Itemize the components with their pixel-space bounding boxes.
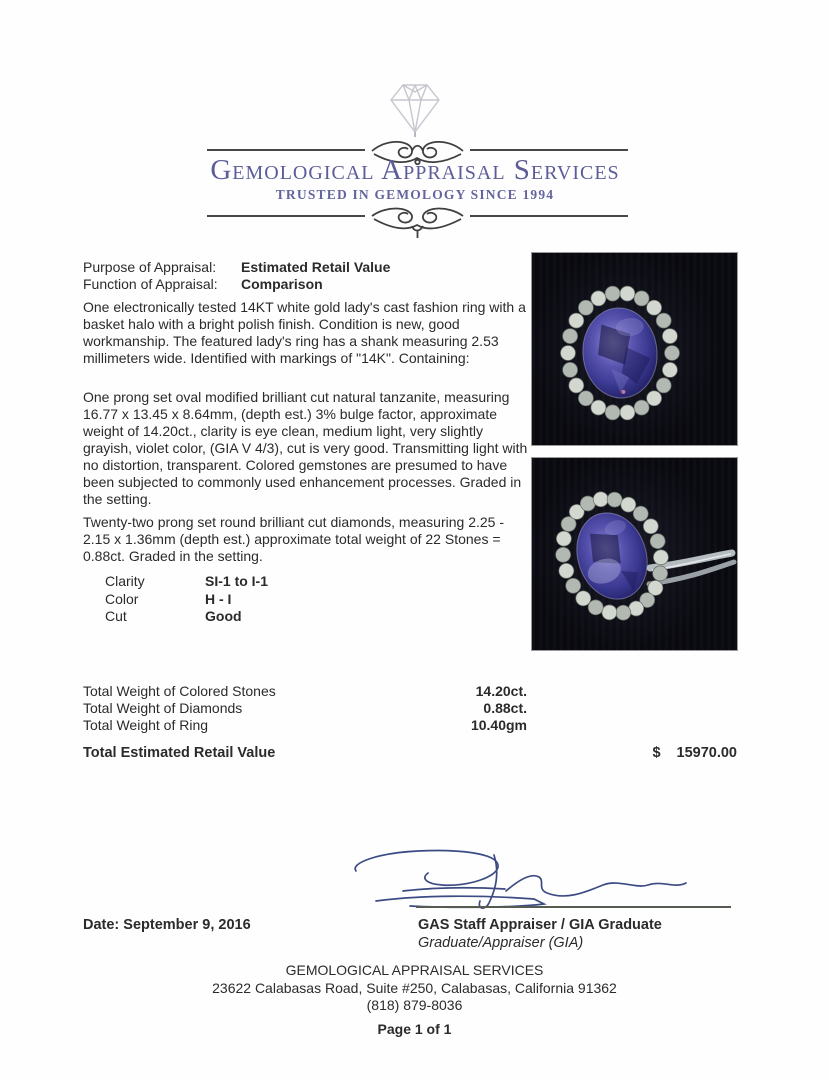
footer-company: GEMOLOGICAL APPRAISAL SERVICES: [285, 962, 544, 978]
ring-description-paragraph: One electronically tested 14KT white gold lady's cast fashion ring with a basket halo with a bright polish finish. Condition is new, good workmanship. The featured lady's ring has a shank measuring 2.53 millimeters wide. Identified with markings of "14K". Containing:: [83, 299, 526, 366]
grade-value: H - I: [205, 590, 232, 607]
appraisal-meta: [83, 259, 533, 293]
total-label: Total Weight of Diamonds: [83, 700, 243, 716]
document-footer: [0, 962, 829, 1038]
table-row: [83, 717, 527, 734]
purpose-label: Purpose of Appraisal:: [83, 259, 217, 275]
table-row: [83, 683, 527, 700]
retail-value-label: Total Estimated Retail Value: [83, 745, 276, 761]
ring-photo-side-view: [532, 458, 737, 650]
page-number: Page 1 of 1: [377, 1020, 452, 1037]
grade-label: Clarity: [105, 573, 145, 589]
table-row: [105, 591, 405, 609]
flourish-icon: [362, 202, 473, 242]
diamond-logo-icon: [381, 80, 449, 140]
appraiser-signature: [348, 845, 696, 911]
header-ornament-bottom: [207, 202, 628, 242]
appraisal-date: Date: September 9, 2016: [83, 917, 251, 933]
company-tagline: TRUSTED IN GEMOLOGY SINCE 1994: [275, 187, 555, 202]
function-value: Comparison: [241, 276, 323, 292]
grade-label: Cut: [105, 608, 127, 624]
grade-label: Color: [105, 590, 139, 607]
signer-title: GAS Staff Appraiser / GIA Graduate: [418, 917, 662, 933]
signer-block: [418, 917, 662, 952]
table-row: [105, 573, 405, 591]
table-row: [83, 700, 527, 717]
function-row: [83, 276, 533, 293]
grade-value: Good: [205, 608, 242, 624]
purpose-row: [83, 259, 533, 276]
total-retail-value-row: [83, 745, 737, 761]
table-row: [105, 608, 405, 626]
purpose-value: Estimated Retail Value: [241, 259, 391, 275]
total-value: 0.88ct.: [483, 700, 527, 716]
total-label: Total Weight of Colored Stones: [83, 683, 276, 699]
total-label: Total Weight of Ring: [83, 717, 209, 733]
total-value: 14.20ct.: [475, 683, 527, 699]
weight-totals: [83, 683, 527, 734]
diamond-grades-table: [105, 573, 405, 626]
function-label: Function of Appraisal:: [83, 276, 218, 292]
ring-photo-top-view: [532, 253, 737, 445]
total-value: 10.40gm: [470, 717, 527, 733]
currency-symbol: $: [652, 745, 661, 761]
grade-value: SI-1 to I-1: [205, 573, 269, 589]
footer-phone: (818) 879-8036: [366, 997, 463, 1013]
tanzanite-description-paragraph: One prong set oval modified brilliant cut natural tanzanite, measuring 16.77 x 13.45 x 8.64mm, (depth est.) 3% bulge factor, approximate weight of 14.20ct., clarity is eye clean, medium light, very slightly grayish, violet color, (GIA V 4/3), cut is very good. Transmitting light with no distortion, transparent. Colored gemstones are presumed to have been subjected to commonly used enhancement processes. Graded in the setting.: [83, 389, 528, 507]
footer-address: 23622 Calabasas Road, Suite #250, Calabasas, California 91362: [212, 979, 617, 996]
signer-subtitle: Graduate/Appraiser (GIA): [418, 934, 584, 951]
company-title: Gemological Appraisal Services: [210, 154, 620, 186]
diamonds-description-paragraph: Twenty-two prong set round brilliant cut diamonds, measuring 2.25 - 2.15 x 1.36mm (depth est.) approximate total weight of 22 Stones = 0.88ct. Graded in the setting.: [83, 514, 504, 564]
signature-line: [416, 906, 731, 908]
retail-value-amount: 15970.00: [676, 745, 737, 761]
